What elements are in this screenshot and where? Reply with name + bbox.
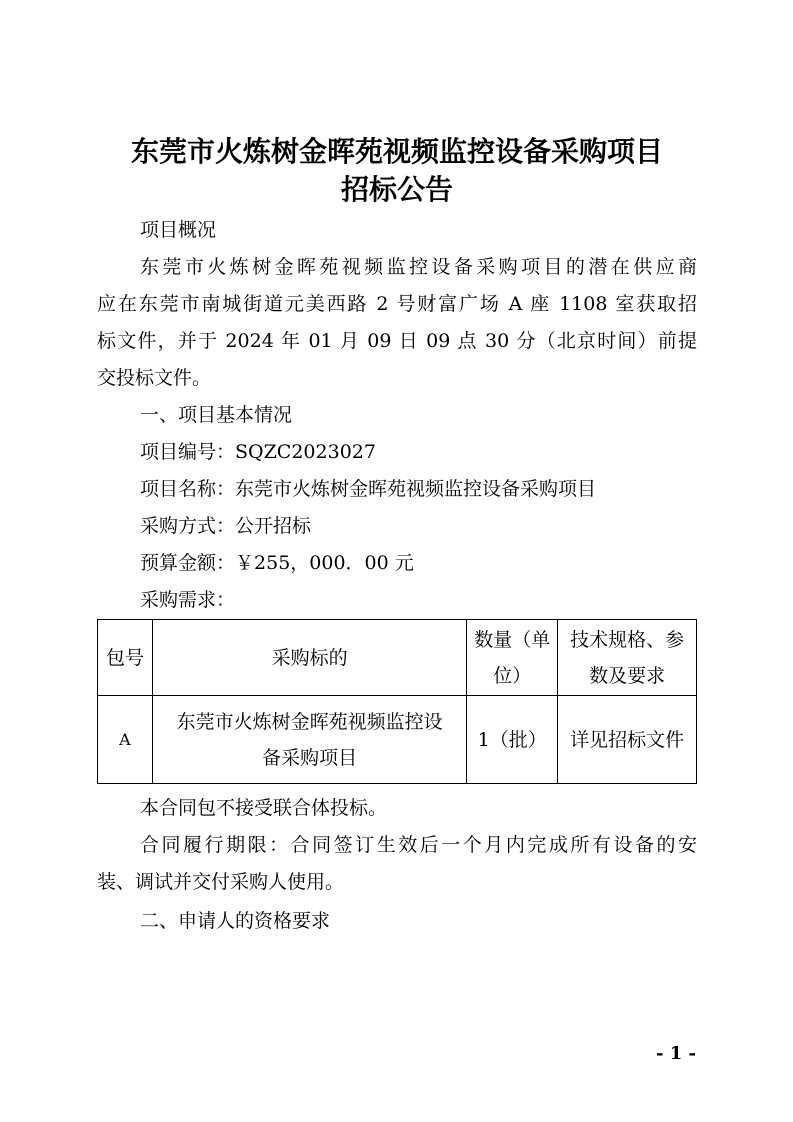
cell-subject-line2: 备采购项目 [262, 746, 358, 769]
table-header-row [98, 620, 697, 696]
announcement-title-line1: 东莞市火炼树金晖苑视频监控设备采购项目 [130, 135, 663, 168]
budget-value: ￥255，000．00 元 [235, 552, 414, 574]
overview-heading: 项目概况 [140, 219, 217, 241]
no-joint-bid-note: 本合同包不接受联合体投标。 [140, 797, 388, 819]
project-name-label: 项目名称： [140, 478, 236, 500]
overview-line-2: 应在东莞市南城街道元美西路 2 号财富广场 A 座 1108 室获取招 [97, 293, 697, 315]
header-subject: 采购标的 [152, 620, 466, 696]
overview-line-4: 交投标文件。 [97, 367, 212, 389]
header-spec-line1: 技术规格、参 [570, 628, 685, 651]
procurement-method-value: 公开招标 [235, 515, 312, 537]
page-number: - 1 - [656, 1043, 696, 1064]
project-number-value: SQZC2023027 [235, 441, 376, 463]
project-name-value: 东莞市火炼树金晖苑视频监控设备采购项目 [235, 478, 597, 500]
procurement-demand-label: 采购需求： [140, 589, 236, 611]
announcement-title-line2: 招标公告 [340, 173, 453, 206]
cell-subject [152, 696, 466, 784]
procurement-method-row [140, 508, 697, 545]
overview-line-3: 标文件，并于 2024 年 01 月 09 日 09 点 30 分（北京时间）前提 [97, 330, 697, 352]
contract-period-line2: 装、调试并交付采购人使用。 [97, 871, 345, 893]
budget-label: 预算金额： [140, 552, 236, 574]
header-package: 包号 [98, 620, 153, 696]
budget-row [140, 545, 697, 582]
header-spec [558, 620, 697, 696]
table-row [98, 696, 697, 784]
project-number-label: 项目编号： [140, 441, 236, 463]
cell-subject-line1: 东莞市火炼树金晖苑视频监控设 [176, 710, 443, 733]
overview-line-1: 东莞市火炼树金晖苑视频监控设备采购项目的潜在供应商 [140, 256, 697, 278]
header-spec-line2: 数及要求 [589, 664, 666, 687]
cell-quantity: 1（批） [467, 696, 558, 784]
procurement-demand-table [97, 619, 697, 784]
cell-spec: 详见招标文件 [558, 696, 697, 784]
project-name-row [140, 471, 697, 508]
project-number-row [140, 434, 697, 471]
contract-period-line1: 合同履行期限：合同签订生效后一个月内完成所有设备的安 [140, 834, 697, 856]
section2-heading: 二、申请人的资格要求 [140, 910, 331, 932]
cell-package: A [98, 696, 153, 784]
header-quantity-line2: 位） [493, 664, 532, 687]
procurement-method-label: 采购方式： [140, 515, 236, 537]
header-quantity [467, 620, 558, 696]
section1-heading: 一、项目基本情况 [140, 404, 293, 426]
header-quantity-line1: 数量（单 [474, 628, 551, 651]
